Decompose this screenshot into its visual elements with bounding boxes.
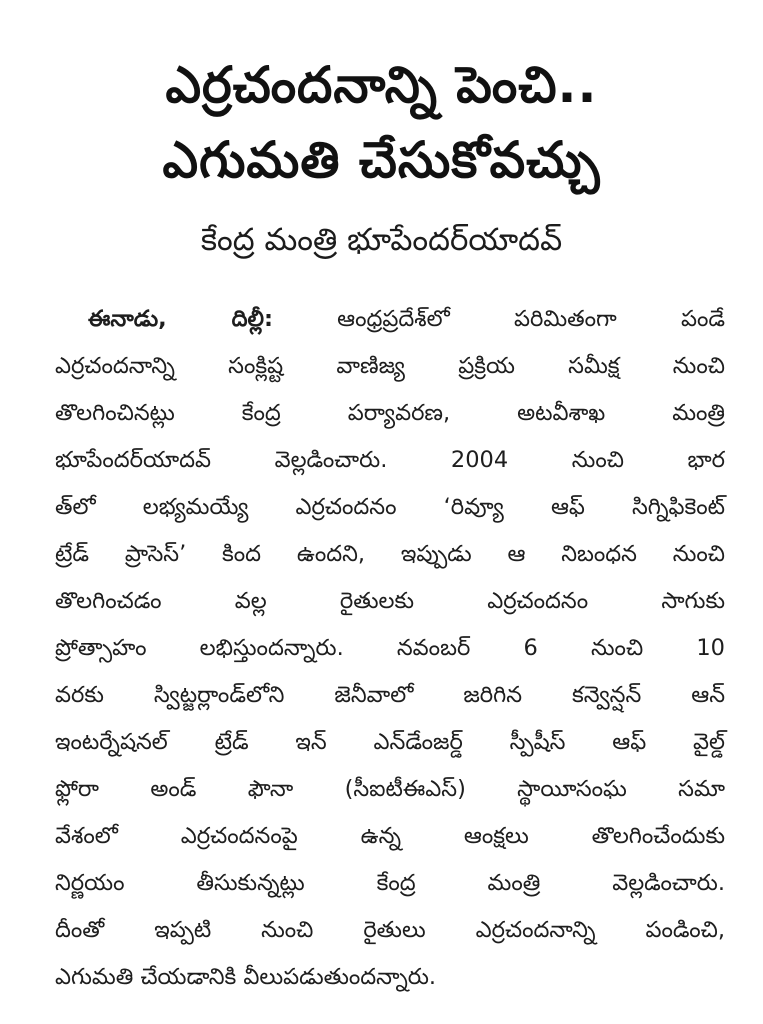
body-line-2: ఎర్రచందనాన్ని సంక్లిష్ట వాణిజ్య ప్రక్రియ సమీక్ష నుంచి <box>55 353 725 379</box>
body-line-1-text: ఆంధ్రప్రదేశ్‌లో పరిమితంగా పండే <box>337 306 726 332</box>
body-line-11: ఫ్లోరా అండ్ ఫౌనా (సీఐటీఈఎస్) స్థాయీసంఘ సమా <box>55 776 725 802</box>
body-line-4: భూపేందర్‌యాదవ్ వెల్లడించారు. 2004 నుంచి భార <box>55 447 725 473</box>
dateline: ఈనాడు, దిల్లీ: <box>88 306 273 332</box>
subheadline: కేంద్ర మంత్రి భూపేందర్‌యాదవ్ <box>200 222 563 258</box>
body-line-1 <box>88 308 725 331</box>
body-line-6: ట్రేడ్ ప్రాసెస్’ కింద ఉందని, ఇప్పుడు ఆ నిబంధన నుంచి <box>55 541 725 567</box>
body-line-3: తొలగించినట్లు కేంద్ర పర్యావరణ, అటవీశాఖ మంత్రి <box>55 400 725 426</box>
body-line-10: ఇంటర్నేషనల్ ట్రేడ్ ఇన్ ఎన్‌డేంజర్డ్ స్పీషీస్ ఆఫ్ వైల్డ్ <box>55 729 725 755</box>
body-line-7: తొలగించడం వల్ల రైతులకు ఎర్రచందనం సాగుకు <box>55 588 725 614</box>
body-line-9: వరకు స్విట్జర్లాండ్‌లోని జెనీవాలో జరిగిన కన్వెన్షన్ ఆన్ <box>55 682 725 708</box>
body-line-8: ప్రోత్సాహం లభిస్తుందన్నారు. నవంబర్ 6 నుంచి 10 <box>55 635 725 661</box>
body-line-13: నిర్ణయం తీసుకున్నట్లు కేంద్ర మంత్రి వెల్లడించారు. <box>55 870 725 896</box>
body-line-5: త్‌లో లభ్యమయ్యే ఎర్రచందనం ‘రివ్యూ ఆఫ్ సిగ్నిఫికెంట్ <box>55 494 725 520</box>
headline-line-1: ఎర్రచందనాన్ని పెంచి.. <box>165 56 598 114</box>
body-line-14: దీంతో ఇప్పటి నుంచి రైతులు ఎర్రచందనాన్ని పండించి, <box>55 917 725 943</box>
body-line-15: ఎగుమతి చేయడానికి వీలుపడుతుందన్నారు. <box>55 964 437 990</box>
body-line-12: వేశంలో ఎర్రచందనంపై ఉన్న ఆంక్షలు తొలగించేందుకు <box>55 823 725 849</box>
headline-line-2: ఎగుమతి చేసుకోవచ్చు <box>162 131 601 189</box>
